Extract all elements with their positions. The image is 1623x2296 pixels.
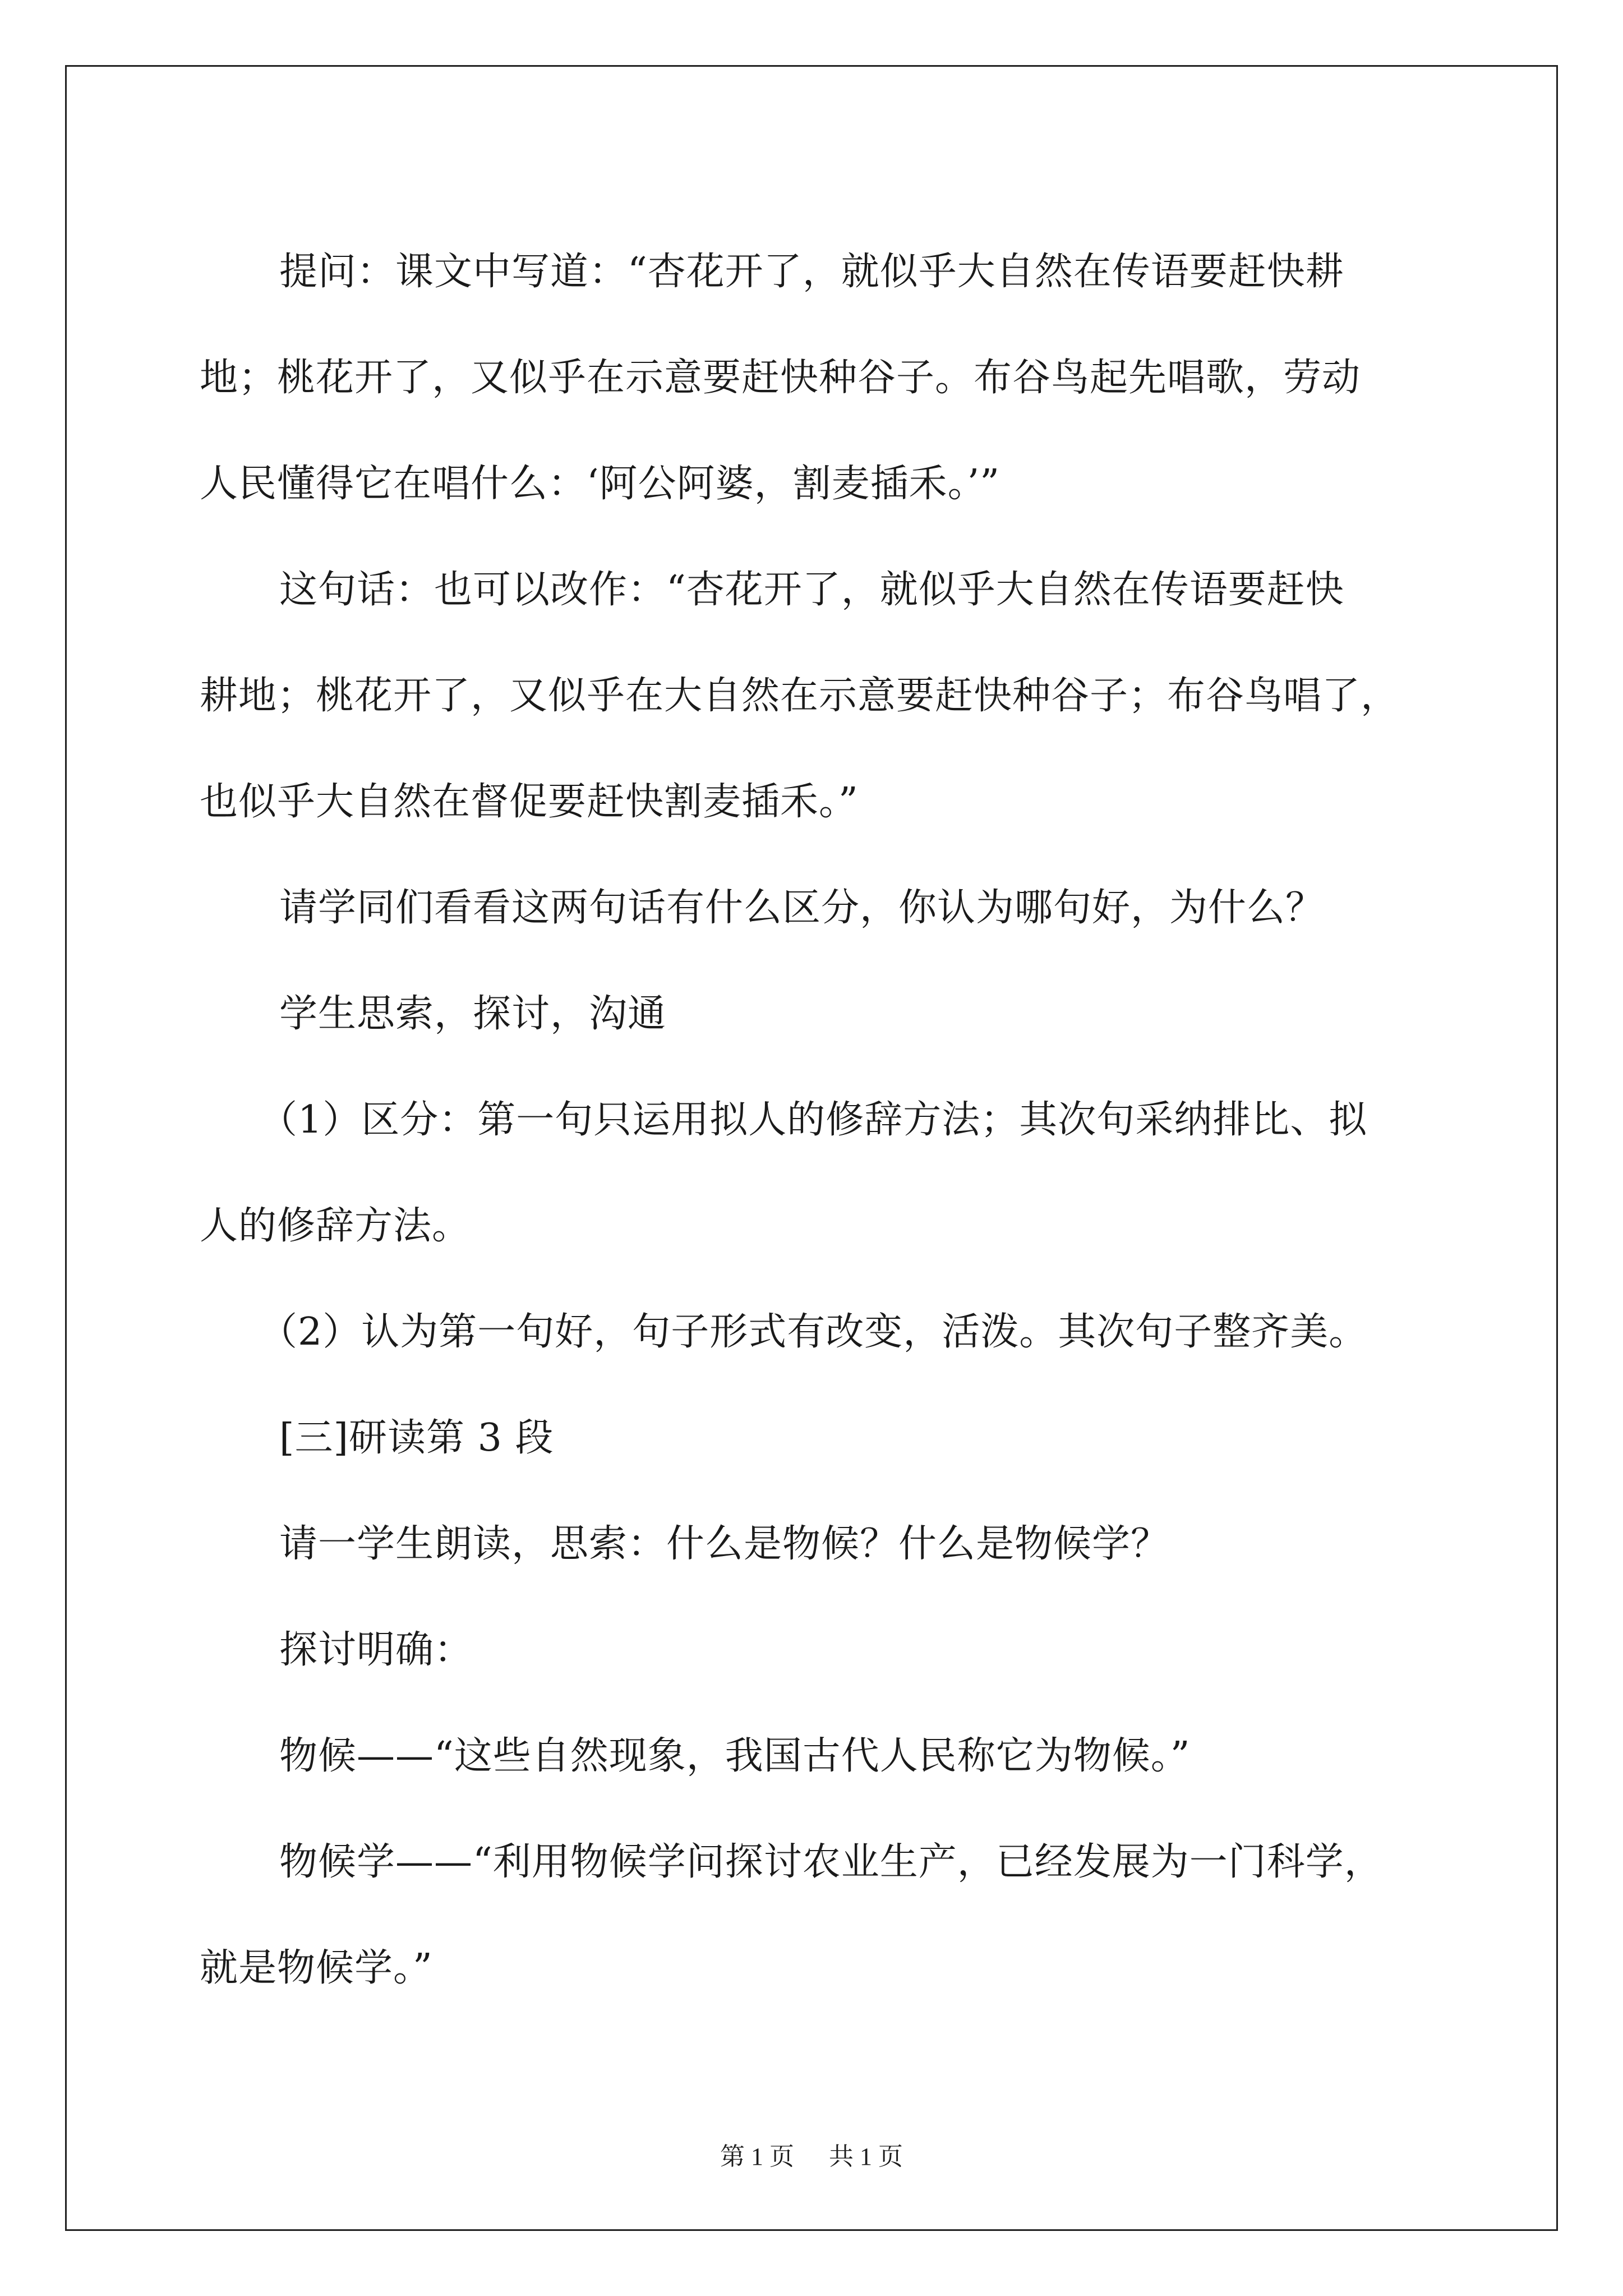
- document-text: [200, 219, 1428, 2021]
- text-line: 物候学——“利用物候学问探讨农业生产，已经发展为一门科学，: [279, 1840, 1383, 1884]
- text-line: 也似乎大自然在督促要赶快割麦插禾。”: [200, 780, 859, 824]
- text-line: 学生思索，探讨，沟通: [279, 992, 667, 1036]
- text-line: （2）认为第一句好，句子形式有改变，活泼。其次句子整齐美。: [259, 1310, 1368, 1354]
- text-line: 请一学生朗读，思索：什么是物候？什么是物候学？: [279, 1522, 1170, 1566]
- text-line: 人的修辞方法。: [200, 1204, 471, 1248]
- text-line: 提问：课文中写道：“杏花开了，就似乎大自然在传语要赶快耕: [279, 250, 1344, 294]
- text-line: 人民懂得它在唱什么：‘阿公阿婆，割麦插禾。’”: [200, 462, 1000, 506]
- text-line: 耕地；桃花开了，又似乎在大自然在示意要赶快种谷子；布谷鸟唱了，: [200, 674, 1400, 718]
- page-number: 第 1 页: [720, 2143, 794, 2170]
- section-heading: [三]研读第 3 段: [279, 1416, 554, 1460]
- text-line: 地；桃花开了，又似乎在示意要赶快种谷子。布谷鸟起先唱歌，劳动: [200, 356, 1361, 400]
- document-body: [200, 219, 1428, 2021]
- page-footer: [0, 2136, 1623, 2172]
- text-line: 探讨明确：: [279, 1628, 473, 1672]
- text-line: （1）区分：第一句只运用拟人的修辞方法；其次句采纳排比、拟: [259, 1098, 1368, 1142]
- text-line: 物候——“这些自然现象，我国古代人民称它为物候。”: [279, 1734, 1191, 1778]
- text-line: 这句话：也可以改作：“杏花开了，就似乎大自然在传语要赶快: [279, 568, 1344, 612]
- text-line: 就是物候学。”: [200, 1946, 433, 1990]
- text-line: 请学同们看看这两句话有什么区分，你认为哪句好，为什么？: [279, 886, 1325, 930]
- page-total: 共 1 页: [829, 2143, 903, 2170]
